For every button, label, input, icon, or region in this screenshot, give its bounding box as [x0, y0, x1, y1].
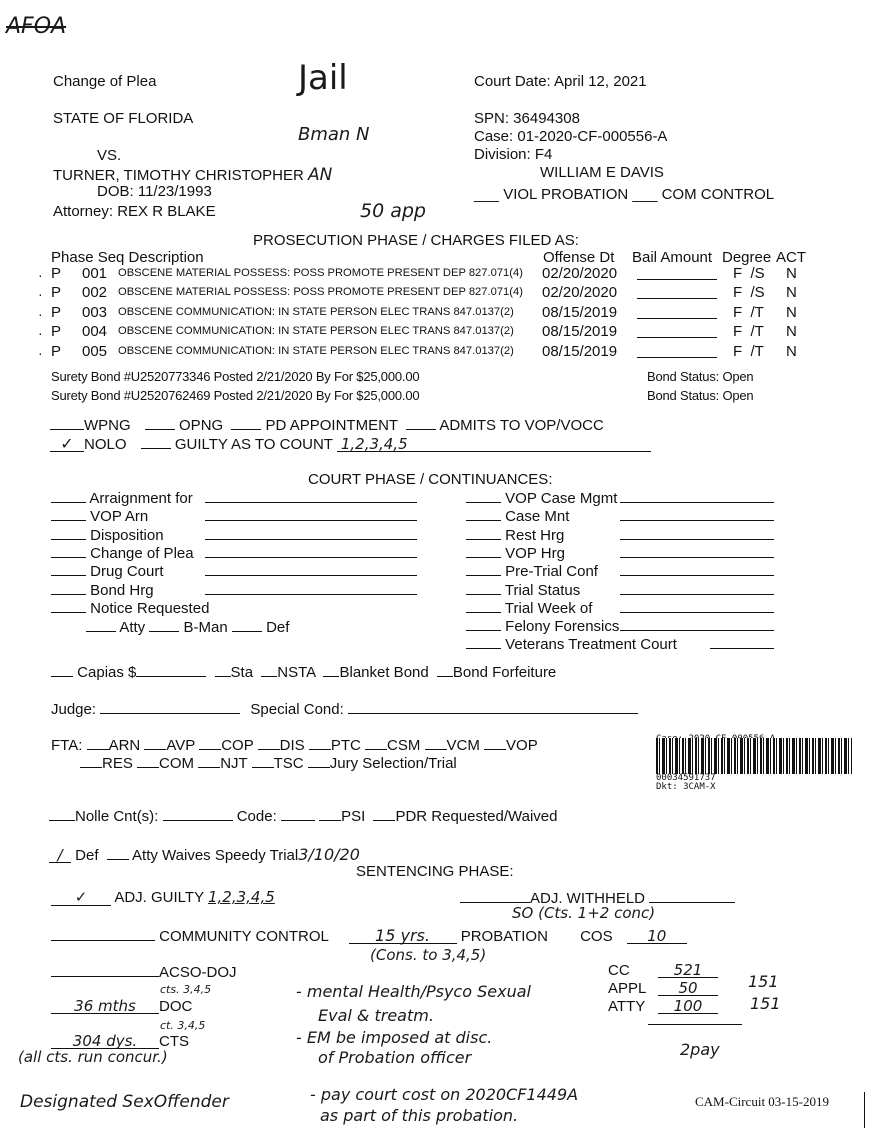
- plea-row-1: [50, 415, 604, 434]
- appl-line: [608, 980, 718, 997]
- row-marker: ·: [38, 306, 43, 322]
- acso-line: [51, 962, 237, 981]
- charge-degree: F /T: [733, 304, 764, 321]
- court-item-right: [466, 525, 564, 544]
- vs-label: VS.: [97, 147, 122, 164]
- charge-offense-date: 02/20/2020: [542, 284, 618, 301]
- fta-option: PTC: [330, 737, 361, 754]
- condition-1: - mental Health/Psyco Sexual: [296, 982, 531, 1001]
- adj-withheld-label: ADJ. WITHHELD: [530, 890, 646, 907]
- def-waive-label: Def: [75, 847, 99, 864]
- charge-bail-field[interactable]: [637, 337, 717, 338]
- charge-offense-date: 08/15/2019: [542, 323, 618, 340]
- fta-checkbox[interactable]: [80, 753, 102, 768]
- court-item-checkbox[interactable]: [466, 561, 501, 576]
- sta-checkbox[interactable]: [215, 662, 231, 677]
- fta-checkbox[interactable]: [309, 735, 331, 750]
- blanket-bond-label: Blanket Bond: [339, 664, 429, 681]
- sta-label: Sta: [230, 664, 254, 681]
- atty-label: Atty: [119, 619, 146, 636]
- court-item-date-field[interactable]: [620, 520, 774, 521]
- condition-3: - EM be imposed at disc.: [296, 1028, 493, 1047]
- court-item-label: Drug Court: [90, 563, 164, 581]
- atty-fee-label: ATTY: [608, 998, 646, 1015]
- charge-degree: F /S: [733, 284, 765, 301]
- nolle-label: Nolle Cnt(s):: [75, 808, 159, 825]
- pd-appointment-checkbox[interactable]: [231, 415, 261, 430]
- admits-checkbox[interactable]: [406, 415, 436, 430]
- court-cost-note-2: as part of this probation.: [320, 1106, 519, 1125]
- right-margin-line: [864, 1092, 865, 1128]
- capias-checkbox[interactable]: [51, 662, 73, 677]
- charge-seq: 004: [82, 323, 108, 340]
- nsta-label: NSTA: [277, 664, 316, 681]
- cts-note-1: cts. 3,4,5: [160, 983, 212, 996]
- fta-label: FTA:: [51, 737, 83, 754]
- guilty-count-checkbox[interactable]: [141, 434, 171, 449]
- court-item-date-field[interactable]: [620, 612, 774, 613]
- col-phase-desc: Phase Seq Description: [51, 249, 204, 266]
- charge-description: OBSCENE MATERIAL POSSESS: POSS PROMOTE PRESENT DEP 827.071(4): [118, 286, 523, 298]
- col-offense-dt: Offense Dt: [543, 249, 615, 266]
- nolle-checkbox[interactable]: [49, 806, 75, 821]
- charge-act: N: [786, 323, 797, 340]
- appl-label: APPL: [608, 980, 647, 997]
- fta-checkbox[interactable]: [198, 753, 220, 768]
- atty-waive-label: Atty Waives Speedy Trial: [132, 847, 299, 864]
- court-item-left: [51, 598, 209, 617]
- court-item-checkbox[interactable]: [51, 580, 86, 595]
- notice-sub-options: [86, 617, 289, 636]
- charge-phase: P: [51, 304, 62, 321]
- adj-guilty-line: [51, 888, 275, 906]
- col-act: ACT: [776, 249, 806, 266]
- court-item-checkbox[interactable]: [51, 488, 86, 503]
- court-item-label: Rest Hrg: [505, 526, 565, 544]
- fta-row-1: [51, 735, 538, 754]
- charge-degree: F /T: [733, 323, 764, 340]
- bman-label: B-Man: [183, 619, 228, 636]
- barcode-number: 00034591737: [656, 773, 716, 783]
- court-item-label: Pre-Trial Conf: [505, 563, 598, 581]
- court-item-date-field[interactable]: [620, 630, 774, 631]
- cts-label: CTS: [159, 1033, 189, 1050]
- court-item-checkbox[interactable]: [466, 525, 501, 540]
- court-item-checkbox[interactable]: [51, 506, 86, 521]
- court-item-checkbox[interactable]: [466, 580, 501, 595]
- psi-checkbox[interactable]: [319, 806, 341, 821]
- court-item-date-field[interactable]: [205, 557, 417, 558]
- nsta-checkbox[interactable]: [261, 662, 277, 677]
- court-item-label: Veterans Treatment Court: [505, 636, 677, 654]
- code-field[interactable]: [281, 806, 315, 821]
- court-item-right: [466, 598, 592, 617]
- adj-guilty-checkbox[interactable]: ✓: [51, 891, 111, 906]
- court-item-right: [466, 561, 598, 580]
- defendant-name: [53, 165, 332, 185]
- cc-field[interactable]: 521: [658, 963, 718, 978]
- special-cond-label: Special Cond:: [250, 701, 344, 718]
- special-cond-field[interactable]: [348, 699, 638, 714]
- state-label: STATE OF FLORIDA: [53, 110, 194, 127]
- atty-checkbox[interactable]: [86, 617, 116, 632]
- capias-line: [51, 662, 556, 681]
- nolo-label: NOLO: [84, 436, 127, 453]
- court-item-checkbox[interactable]: [466, 598, 501, 613]
- court-item-date-field[interactable]: [205, 520, 417, 521]
- plea-row-2: [50, 434, 651, 453]
- judge-line: [51, 699, 638, 718]
- fta-option: Jury Selection/Trial: [329, 755, 457, 772]
- court-item-left: [51, 561, 164, 580]
- court-item-label: Trial Status: [504, 581, 581, 599]
- fta-checkbox[interactable]: [252, 753, 274, 768]
- barcode-dkt: Dkt: 3CAM-X: [656, 782, 716, 792]
- fifty-app-annotation: 50 app: [360, 200, 426, 222]
- charge-phase: P: [51, 323, 62, 340]
- charge-seq: 003: [82, 304, 108, 321]
- so-note: SO (Cts. 1+2 conc): [512, 904, 656, 922]
- bond-2-status: Bond Status: Open: [647, 388, 754, 403]
- fta-checkbox[interactable]: [425, 735, 447, 750]
- jail-annotation: Jail: [298, 58, 348, 98]
- pdr-checkbox[interactable]: [373, 806, 395, 821]
- charge-degree: F /S: [733, 265, 765, 282]
- court-item-label: Case Mnt: [505, 508, 570, 526]
- capias-label: Capias $: [77, 664, 137, 681]
- court-date: Court Date: April 12, 2021: [474, 73, 647, 90]
- court-item-checkbox[interactable]: [51, 561, 86, 576]
- charge-seq: 002: [82, 284, 108, 301]
- court-cost-note-1: - pay court cost on 2020CF1449A: [310, 1085, 579, 1104]
- court-phase-title: COURT PHASE / CONTINUANCES:: [308, 471, 553, 488]
- charge-phase: P: [51, 265, 62, 282]
- charge-act: N: [786, 343, 797, 360]
- cc-line: [608, 962, 718, 979]
- charge-seq: 005: [82, 343, 108, 360]
- fta-checkbox[interactable]: [144, 735, 166, 750]
- atty-fee-field[interactable]: 100: [658, 999, 718, 1014]
- bond-forfeiture-checkbox[interactable]: [437, 662, 453, 677]
- court-item-left: [51, 525, 164, 544]
- court-item-left: [51, 580, 154, 599]
- attorney: Attorney: REX R BLAKE: [53, 203, 216, 220]
- wpng-checkbox[interactable]: [50, 415, 84, 430]
- atty-waive-checkbox[interactable]: [107, 845, 129, 860]
- defendant-name-text: TURNER, TIMOTHY CHRISTOPHER: [53, 167, 304, 184]
- bman-checkbox[interactable]: [149, 617, 179, 632]
- fta-option: AVP: [166, 737, 196, 754]
- cons-note: (Cons. to 3,4,5): [370, 946, 487, 964]
- col-bail: Bail Amount: [632, 249, 713, 266]
- court-item-checkbox[interactable]: [466, 616, 501, 631]
- opng-checkbox[interactable]: [145, 415, 175, 430]
- judge-field[interactable]: [100, 699, 240, 714]
- judge-label: Judge:: [51, 701, 97, 718]
- court-item-date-field[interactable]: [710, 648, 774, 649]
- charge-description: OBSCENE COMMUNICATION: IN STATE PERSON ELEC TRANS 847.0137(2): [118, 345, 514, 357]
- bond-forfeiture-label: Bond Forfeiture: [452, 664, 557, 681]
- psi-label: PSI: [341, 808, 366, 825]
- fta-option: DIS: [279, 737, 305, 754]
- pd-appointment-label: PD APPOINTMENT: [265, 417, 398, 434]
- guilty-count-label: GUILTY AS TO COUNT: [174, 436, 333, 453]
- court-item-checkbox[interactable]: [51, 543, 86, 558]
- def-checkbox[interactable]: [232, 617, 262, 632]
- viol-probation-line: ___ VIOL PROBATION ___ COM CONTROL: [474, 186, 775, 203]
- court-item-right: [466, 634, 677, 653]
- doc-field[interactable]: 36 mths: [51, 999, 159, 1014]
- bond-2: Surety Bond #U2520762469 Posted 2/21/2020 By For $25,000.00: [51, 388, 420, 403]
- bond-1-status: Bond Status: Open: [647, 369, 754, 384]
- adj-guilty-label: ADJ. GUILTY: [114, 889, 204, 906]
- charge-bail-field[interactable]: [637, 357, 717, 358]
- row-marker: ·: [38, 267, 43, 283]
- scribble-annotation: AFOA: [6, 14, 67, 39]
- bond-1: Surety Bond #U2520773346 Posted 2/21/2020 By For $25,000.00: [51, 369, 420, 384]
- charge-bail-field[interactable]: [637, 298, 717, 299]
- charge-offense-date: 08/15/2019: [542, 343, 618, 360]
- adj-guilty-value: 1,2,3,4,5: [207, 888, 275, 906]
- court-item-label: Arraignment for: [89, 490, 193, 507]
- court-item-label: Notice Requested: [90, 599, 210, 617]
- blanket-bond-checkbox[interactable]: [323, 662, 339, 677]
- def-waive-checkbox[interactable]: /: [49, 848, 71, 863]
- fta-checkbox[interactable]: [199, 735, 221, 750]
- court-item-left: [51, 506, 148, 525]
- court-item-right: [466, 506, 569, 525]
- fta-option: TSC: [273, 755, 304, 772]
- adj-withheld-checkbox[interactable]: [460, 888, 530, 903]
- fta-option: COP: [221, 737, 254, 754]
- acso-label: ACSO-DOJ: [159, 964, 237, 981]
- charge-description: OBSCENE MATERIAL POSSESS: POSS PROMOTE PRESENT DEP 827.071(4): [118, 267, 523, 279]
- charge-phase: P: [51, 343, 62, 360]
- court-item-checkbox[interactable]: [466, 506, 501, 521]
- court-item-date-field[interactable]: [205, 539, 417, 540]
- charge-offense-date: 08/15/2019: [542, 304, 618, 321]
- charge-act: N: [786, 284, 797, 301]
- barcode-image: [656, 738, 852, 774]
- court-item-checkbox[interactable]: [466, 634, 501, 649]
- court-item-checkbox[interactable]: [51, 525, 86, 540]
- case-number: Case: 01-2020-CF-000556-A: [474, 128, 668, 145]
- bman-annotation: Bman N: [298, 124, 370, 145]
- form-id: CAM-Circuit 03-15-2019: [695, 1094, 829, 1109]
- court-item-label: Bond Hrg: [90, 581, 154, 599]
- cos-label: COS: [580, 928, 613, 945]
- court-item-label: Change of Plea: [90, 544, 194, 562]
- probation-field[interactable]: 15 yrs.: [349, 929, 457, 944]
- fta-option: COM: [159, 755, 195, 772]
- row-marker: ·: [38, 345, 43, 361]
- def-label: Def: [266, 619, 290, 636]
- community-control-field[interactable]: [51, 926, 155, 941]
- fta-checkbox[interactable]: [87, 735, 109, 750]
- speedy-line: [49, 845, 360, 864]
- charge-description: OBSCENE COMMUNICATION: IN STATE PERSON ELEC TRANS 847.0137(2): [118, 306, 514, 318]
- condition-4: of Probation officer: [318, 1048, 472, 1067]
- court-item-label: VOP Arn: [90, 508, 149, 526]
- capias-amount-field[interactable]: [136, 662, 206, 677]
- cc-label: CC: [608, 962, 630, 979]
- court-item-label: VOP Case Mgmt: [505, 490, 618, 507]
- cts-field[interactable]: 304 dys.: [51, 1034, 159, 1049]
- nolo-checkbox[interactable]: ✓: [50, 437, 84, 452]
- row-marker: ·: [38, 325, 43, 341]
- form-title: Change of Plea: [53, 73, 157, 90]
- court-item-checkbox[interactable]: [51, 598, 86, 613]
- court-item-checkbox[interactable]: [466, 543, 501, 558]
- designated-note: Designated SexOffender: [20, 1092, 229, 1112]
- court-item-date-field[interactable]: [620, 557, 774, 558]
- dob: DOB: 11/23/1993: [97, 183, 212, 200]
- charge-bail-field[interactable]: [637, 318, 717, 319]
- adj-withheld-field[interactable]: [649, 888, 735, 903]
- concur-note: (all cts. run concur.): [18, 1048, 168, 1066]
- row-marker: ·: [38, 286, 43, 302]
- an-annotation: AN: [308, 165, 333, 185]
- court-item-label: VOP Hrg: [505, 544, 565, 562]
- fta-checkbox[interactable]: [258, 735, 280, 750]
- judge-name: WILLIAM E DAVIS: [540, 164, 664, 181]
- charge-degree: F /T: [733, 343, 764, 360]
- fta-checkbox[interactable]: [484, 735, 506, 750]
- code-label: Code:: [236, 808, 277, 825]
- col-degree: Degree: [722, 249, 772, 266]
- cts-note-2: ct. 3,4,5: [160, 1019, 206, 1032]
- atty-fee-line: [608, 998, 718, 1015]
- court-item-date-field[interactable]: [205, 575, 417, 576]
- charge-description: OBSCENE COMMUNICATION: IN STATE PERSON ELEC TRANS 847.0137(2): [118, 325, 514, 337]
- admits-label: ADMITS TO VOP/VOCC: [439, 417, 604, 434]
- sentencing-title: SENTENCING PHASE:: [356, 863, 514, 880]
- court-item-right: [466, 580, 580, 599]
- nolle-line: [49, 806, 557, 825]
- prosecution-title: PROSECUTION PHASE / CHARGES FILED AS:: [253, 232, 579, 249]
- fta-row-2: [80, 753, 457, 772]
- pay-note: 2pay: [680, 1040, 720, 1059]
- fta-option: CSM: [386, 737, 421, 754]
- speedy-date: 3/10/20: [298, 845, 360, 864]
- cost-total-line: [648, 1024, 742, 1025]
- fta-checkbox[interactable]: [365, 735, 387, 750]
- charge-offense-date: 02/20/2020: [542, 265, 618, 282]
- court-item-date-field[interactable]: [205, 502, 417, 503]
- court-item-right: [466, 616, 619, 635]
- court-item-label: Trial Week of: [504, 599, 593, 617]
- fta-checkbox[interactable]: [137, 753, 159, 768]
- pdr-label: PDR Requested/Waived: [395, 808, 558, 825]
- court-item-date-field[interactable]: [620, 594, 774, 595]
- charge-act: N: [786, 304, 797, 321]
- community-control-line: [51, 926, 687, 945]
- court-item-date-field[interactable]: [620, 502, 774, 503]
- community-control-label: COMMUNITY CONTROL: [159, 928, 329, 945]
- doc-label: DOC: [159, 998, 193, 1015]
- court-item-label: Disposition: [90, 526, 164, 544]
- nolle-field[interactable]: [163, 806, 233, 821]
- court-item-right: [466, 543, 565, 562]
- probation-label: PROBATION: [460, 928, 548, 945]
- court-item-left: [51, 488, 193, 507]
- charge-seq: 001: [82, 265, 108, 282]
- charge-act: N: [786, 265, 797, 282]
- fta-option: RES: [102, 755, 133, 772]
- appl-field[interactable]: 50: [658, 981, 718, 996]
- condition-2: Eval & treatm.: [318, 1006, 434, 1025]
- side-note-151b: 151: [750, 994, 781, 1013]
- charge-bail-field[interactable]: [637, 279, 717, 280]
- wpng-label: WPNG: [84, 417, 131, 434]
- court-item-right: [466, 488, 617, 507]
- fta-option: ARN: [108, 737, 141, 754]
- charge-phase: P: [51, 284, 62, 301]
- opng-label: OPNG: [179, 417, 224, 434]
- court-item-date-field[interactable]: [620, 539, 774, 540]
- division: Division: F4: [474, 146, 553, 163]
- court-item-date-field[interactable]: [620, 575, 774, 576]
- court-item-left: [51, 543, 194, 562]
- doc-line: [51, 998, 192, 1015]
- fta-option: VOP: [506, 737, 538, 754]
- court-item-label: Felony Forensics: [505, 618, 620, 636]
- spn: SPN: 36494308: [474, 110, 580, 127]
- acso-field[interactable]: [51, 962, 159, 977]
- fta-checkbox[interactable]: [308, 753, 330, 768]
- cos-field[interactable]: 10: [627, 929, 687, 944]
- side-note-151a: 151: [748, 972, 779, 991]
- fta-option: NJT: [220, 755, 248, 772]
- guilty-count-field[interactable]: 1,2,3,4,5: [337, 437, 651, 452]
- court-item-date-field[interactable]: [205, 594, 417, 595]
- fta-option: VCM: [446, 737, 480, 754]
- court-item-checkbox[interactable]: [466, 488, 501, 503]
